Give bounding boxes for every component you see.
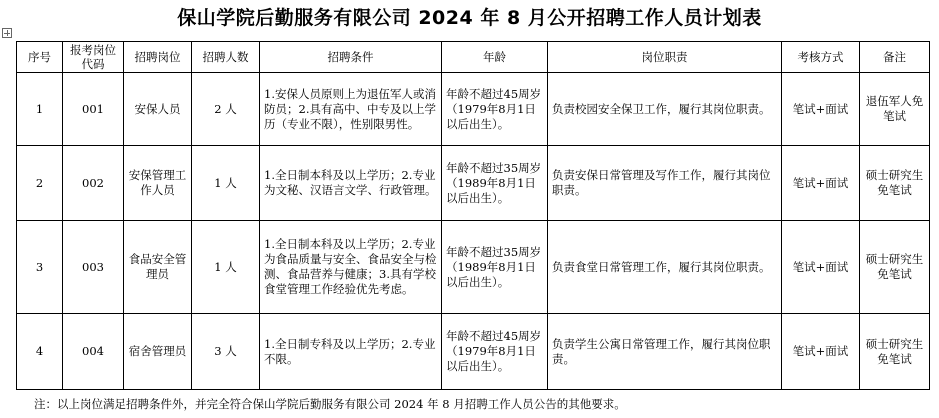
- cell-conditions: 1.安保人员原则上为退伍军人或消防员；2.具有高中、中专及以上学历（专业不限），性别限男性。: [260, 73, 442, 146]
- cell-count: 2 人: [192, 73, 260, 146]
- cell-remark: 硕士研究生免笔试: [860, 146, 930, 221]
- cell-duty: 负责安保日常管理及写作工作，履行其岗位职责。: [548, 146, 782, 221]
- cell-no: 1: [17, 73, 63, 146]
- cell-age: 年龄不超过35周岁（1989年8月1日以后出生）。: [442, 221, 548, 314]
- header-count: 招聘人数: [192, 42, 260, 73]
- page-title: 保山学院后勤服务有限公司 2024 年 8 月公开招聘工作人员计划表: [177, 7, 762, 29]
- cell-method: 笔试+面试: [782, 73, 860, 146]
- header-age: 年龄: [442, 42, 548, 73]
- header-code: 报考岗位代码: [63, 42, 124, 73]
- cell-count: 3 人: [192, 314, 260, 390]
- cell-position: 宿舍管理员: [124, 314, 192, 390]
- cell-position: 安保人员: [124, 73, 192, 146]
- cell-method: 笔试+面试: [782, 314, 860, 390]
- cell-conditions: 1.全日制本科及以上学历；2.专业为文秘、汉语言文学、行政管理。: [260, 146, 442, 221]
- header-remark: 备注: [860, 42, 930, 73]
- cell-code: 004: [63, 314, 124, 390]
- table-row: [17, 314, 930, 390]
- table-move-handle-icon[interactable]: [2, 28, 12, 38]
- table-row: [17, 146, 930, 221]
- table-row: [17, 221, 930, 314]
- cell-no: 3: [17, 221, 63, 314]
- cell-age: 年龄不超过45周岁（1979年8月1日以后出生）。: [442, 314, 548, 390]
- cell-position: 安保管理工作人员: [124, 146, 192, 221]
- cell-remark: 退伍军人免笔试: [860, 73, 930, 146]
- header-position: 招聘岗位: [124, 42, 192, 73]
- recruitment-table: [16, 41, 930, 390]
- cell-age: 年龄不超过45周岁（1979年8月1日以后出生）。: [442, 73, 548, 146]
- cell-count: 1 人: [192, 146, 260, 221]
- table-row: [17, 73, 930, 146]
- cell-remark: 硕士研究生免笔试: [860, 221, 930, 314]
- footnote: 注：以上岗位满足招聘条件外，并完全符合保山学院后勤服务有限公司 2024 年 8 月招聘工作人员公告的其他要求。: [34, 397, 626, 411]
- cell-code: 003: [63, 221, 124, 314]
- cell-duty: 负责校园安全保卫工作，履行其岗位职责。: [548, 73, 782, 146]
- cell-method: 笔试+面试: [782, 221, 860, 314]
- cell-no: 2: [17, 146, 63, 221]
- cell-duty: 负责学生公寓日常管理工作，履行其岗位职责。: [548, 314, 782, 390]
- cell-count: 1 人: [192, 221, 260, 314]
- cell-method: 笔试+面试: [782, 146, 860, 221]
- cell-code: 001: [63, 73, 124, 146]
- cell-duty: 负责食堂日常管理工作，履行其岗位职责。: [548, 221, 782, 314]
- cell-age: 年龄不超过35周岁（1989年8月1日以后出生）。: [442, 146, 548, 221]
- header-no: 序号: [17, 42, 63, 73]
- header-conditions: 招聘条件: [260, 42, 442, 73]
- cell-remark: 硕士研究生免笔试: [860, 314, 930, 390]
- cell-conditions: 1.全日制本科及以上学历；2.专业为食品质量与安全、食品安全与检测、食品营养与健康；3.具有学校食堂管理工作经验优先考虑。: [260, 221, 442, 314]
- cell-position: 食品安全管理员: [124, 221, 192, 314]
- cell-no: 4: [17, 314, 63, 390]
- header-duty: 岗位职责: [548, 42, 782, 73]
- header-method: 考核方式: [782, 42, 860, 73]
- cell-code: 002: [63, 146, 124, 221]
- cell-conditions: 1.全日制专科及以上学历；2.专业不限。: [260, 314, 442, 390]
- table-header-row: [17, 42, 930, 73]
